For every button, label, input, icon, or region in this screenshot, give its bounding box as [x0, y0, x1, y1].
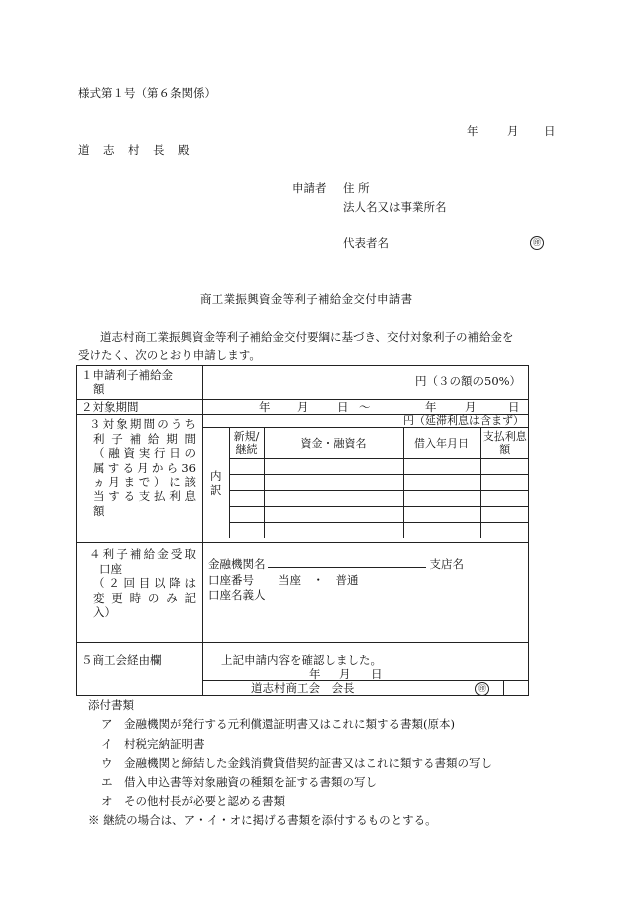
- cell-fund-name[interactable]: [264, 459, 403, 475]
- date-month-label: 月: [507, 124, 519, 138]
- breakdown-row: [203, 523, 529, 539]
- chamber-president: 道志村商工会 会長: [251, 681, 355, 696]
- row2-label: ２対象期間: [77, 400, 203, 415]
- row3-note-line: [203, 415, 528, 427]
- period-year2: 年: [425, 400, 437, 414]
- row4-label: [77, 543, 203, 643]
- confirm-text: 上記申請内容を確認しました。: [221, 653, 382, 668]
- document-title: 商工業振興資金等利子補給金交付申請書: [200, 292, 413, 306]
- breakdown-side-label: [203, 428, 229, 539]
- header-borrow-date: 借入年月日: [403, 428, 480, 459]
- account-holder-label: 口座名義人: [208, 588, 266, 603]
- row3-note: 円（延滞利息は含まず）: [403, 414, 524, 428]
- side-label-char: 訳: [210, 483, 222, 498]
- row-subsidy-amount: [77, 366, 529, 400]
- row-interest-breakdown: [77, 415, 529, 543]
- side-label-char: 内: [210, 469, 222, 483]
- cell-fund-name[interactable]: [264, 523, 403, 539]
- header-new-continue: [229, 428, 264, 459]
- account-type-options[interactable]: 当座 ・ 普通: [278, 573, 359, 588]
- row3-label-line: 額: [93, 503, 105, 518]
- row5-sign-cell: [203, 681, 529, 696]
- cell-new-continue[interactable]: [229, 491, 264, 507]
- attachment-item: ウ 金融機関と締結した金銭消費貸借契約証書又はこれに類する書類の写し: [101, 756, 492, 770]
- row3-label-line: 当する支払利息: [93, 489, 196, 504]
- breakdown-row: [203, 507, 529, 523]
- cell-fund-name[interactable]: [264, 475, 403, 491]
- application-table: [76, 365, 529, 696]
- cell-borrow-date[interactable]: [403, 507, 480, 523]
- row1-label: [77, 366, 203, 400]
- cell-interest-amount[interactable]: [480, 523, 529, 539]
- attachment-note: ※ 継続の場合は、ア・イ・オに掲げる書類を添付するものとする。: [88, 813, 437, 827]
- attachment-item: オ その他村長が必要と認める書類: [101, 794, 285, 808]
- row3-label-line: ３対象期間のうち: [89, 417, 196, 432]
- row4-label-line: 口座: [99, 561, 122, 576]
- row3-detail-cell: [203, 415, 529, 543]
- date-year-label: 年: [467, 124, 479, 138]
- row3-label-line: 利子補給期間: [93, 431, 196, 446]
- row-bank-account: [77, 543, 529, 643]
- cell-fund-name[interactable]: [264, 491, 403, 507]
- row5-value-cell: [203, 643, 529, 681]
- row3-label: [77, 415, 203, 543]
- row1-value: 円（３の額の50%）: [415, 374, 522, 388]
- row4-label-line: （２回目以降は: [93, 576, 196, 591]
- cell-fund-name[interactable]: [264, 507, 403, 523]
- branch-label: 支店名: [429, 557, 464, 572]
- breakdown-header-row: [203, 428, 529, 459]
- row1-value-cell[interactable]: [203, 366, 529, 400]
- bank-line: [208, 556, 464, 571]
- row1-label-a: １申請利子補給金: [81, 368, 173, 382]
- applicant-corp-label: 法人名又は事業所名: [343, 200, 447, 214]
- intro-line-1: 道志村商工業振興資金等利子補給金交付要綱に基づき、交付対象利子の補給金を: [100, 330, 514, 344]
- row4-label-line: 変更時のみ記: [93, 590, 196, 605]
- cell-interest-amount[interactable]: [480, 491, 529, 507]
- bank-name-underline[interactable]: [268, 556, 426, 568]
- cell-borrow-date[interactable]: [403, 523, 480, 539]
- attachment-item: ア 金融機関が発行する元利償還証明書又はこれに類する書類(原本): [101, 717, 455, 731]
- cell-new-continue[interactable]: [229, 523, 264, 539]
- confirm-month: 月: [339, 667, 351, 682]
- account-number-label: 口座番号: [208, 573, 254, 588]
- bank-name-label: 金融機関名: [208, 557, 266, 572]
- breakdown-row: [203, 459, 529, 475]
- confirm-year: 年: [309, 667, 321, 682]
- period-day1: 日: [337, 400, 349, 414]
- cell-new-continue[interactable]: [229, 475, 264, 491]
- period-month1: 月: [297, 400, 309, 414]
- row1-label-b: 額: [93, 382, 105, 397]
- cell-new-continue[interactable]: [229, 459, 264, 475]
- interest-breakdown-table: [203, 427, 529, 538]
- row3-label-line: （融資実行日の: [93, 446, 196, 461]
- attachment-item: イ 村税完納証明書: [101, 737, 205, 751]
- intro-line-2: 受けたく、次のとおり申請します。: [78, 348, 261, 362]
- date-day-label: 日: [544, 124, 556, 138]
- period-year1: 年: [259, 400, 271, 414]
- row4-value-cell: [203, 543, 529, 643]
- cell-new-continue[interactable]: [229, 507, 264, 523]
- row3-label-line: 属する月から36: [93, 460, 196, 475]
- applicant-address-label: 住 所: [343, 181, 370, 195]
- period-day2: 日: [508, 400, 520, 414]
- confirm-day: 日: [371, 667, 383, 682]
- header-interest-amount: 支払利息額: [480, 428, 529, 459]
- period-month2: 月: [465, 400, 477, 414]
- row2-value-cell[interactable]: [203, 400, 529, 415]
- header-new: 新規/: [233, 429, 260, 443]
- row-chamber: [77, 643, 529, 681]
- breakdown-row: [203, 491, 529, 507]
- row4-label-line: 入）: [93, 604, 116, 619]
- attachment-item: エ 借入申込書等対象融資の種類を証する書類の写し: [101, 775, 377, 789]
- cell-borrow-date[interactable]: [403, 459, 480, 475]
- header-continue: 継続: [235, 443, 258, 457]
- form-number: 様式第１号（第６条関係）: [78, 86, 216, 100]
- cell-borrow-date[interactable]: [403, 491, 480, 507]
- attachments-heading: 添付書類: [88, 698, 134, 712]
- applicant-label: 申請者: [292, 181, 327, 195]
- row4-label-line: ４利子補給金受取: [89, 547, 196, 562]
- row3-label-line: ヵ月まで）に該: [93, 474, 196, 489]
- applicant-rep-label: 代表者名: [343, 236, 389, 250]
- chamber-seal-mark: ㊞: [475, 682, 489, 696]
- header-fund-name: 資金・融資名: [264, 428, 403, 459]
- sign-cell-divider: [503, 681, 504, 696]
- breakdown-row: [203, 475, 529, 491]
- cell-borrow-date[interactable]: [403, 475, 480, 491]
- period-tilde: ～: [359, 400, 371, 414]
- cell-interest-amount[interactable]: [480, 507, 529, 523]
- row-period: [77, 400, 529, 415]
- cell-interest-amount[interactable]: [480, 475, 529, 491]
- row5-label: ５商工会経由欄: [77, 643, 203, 696]
- seal-mark: ㊞: [530, 236, 544, 250]
- addressee: 道 志 村 長 殿: [78, 143, 191, 157]
- cell-interest-amount[interactable]: [480, 459, 529, 475]
